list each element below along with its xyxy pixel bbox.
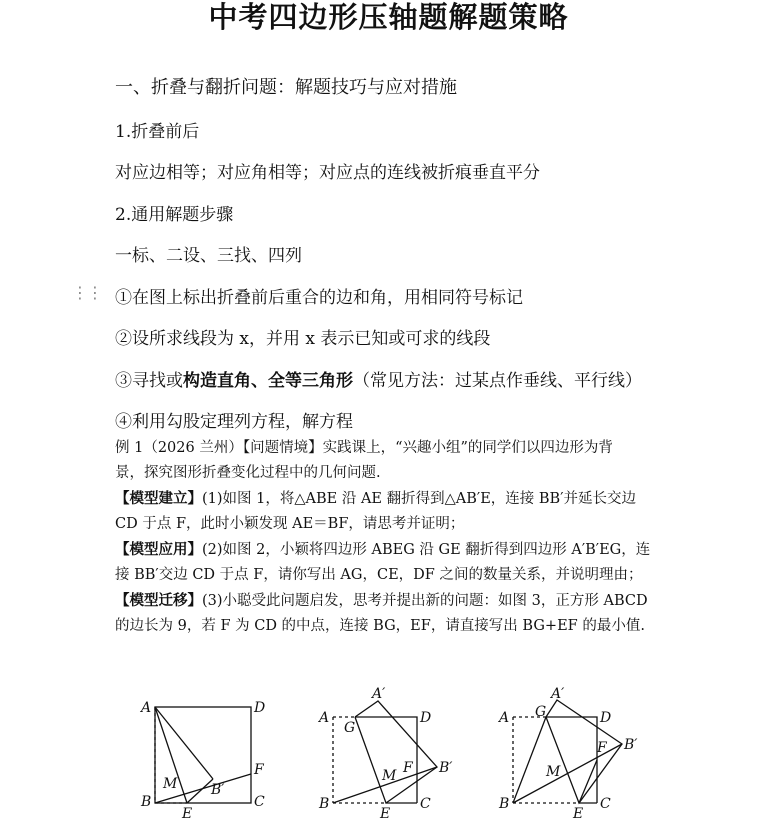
step-2: ②设所求线段为 x，并用 x 表示已知或可求的线段 [115, 329, 491, 349]
fig1-AB-prime [155, 707, 213, 779]
fig1-label-E: E [182, 806, 193, 822]
fig1-label-M: M [163, 776, 178, 792]
fig3-label-D: D [600, 710, 612, 726]
example-line-7-text: (3)小聪受此问题启发，思考并提出新的问题：如图 3，正方形 ABCD [202, 593, 648, 609]
fig3-BG [513, 717, 546, 803]
example-line-4: CD 于点 F，此时小颖发现 AE＝BF，请思考并证明； [115, 516, 465, 532]
fig3-label-C: C [600, 796, 611, 812]
fig1-label-A: A [141, 700, 152, 716]
example-line-8: 的边长为 9，若 F 为 CD 的中点，连接 BG，EF，请直接写出 BG+EF 的最小值. [115, 618, 645, 634]
fig3-label-G: G [535, 704, 547, 720]
fig3-label-F: F [597, 740, 607, 756]
example-line-5 [115, 537, 675, 563]
step-3 [115, 366, 642, 391]
fig2-label-M: M [382, 768, 397, 784]
steps-summary: 一标、二设、三找、四列 [115, 246, 302, 266]
drag-handle-icon[interactable]: ⋮⋮ [72, 283, 102, 302]
fig1-label-C: C [254, 794, 265, 810]
fig3-label-Bp: B′ [624, 737, 638, 753]
fig2-label-F: F [403, 760, 413, 776]
fig3-label-A: A [499, 710, 510, 726]
step-3-bold: 构造直角、全等三角形 [183, 371, 353, 391]
fig1-EB-prime [187, 779, 213, 803]
example-line-5-text: (2)如图 2，小颖将四边形 ABEG 沿 GE 翻折得到四边形 A′B′EG，连 [202, 542, 651, 558]
subsection-title-1: 1.折叠前后 [115, 122, 200, 142]
fig2-label-A: A [319, 710, 330, 726]
example-line-3-text: (1)如图 1，将△ABE 沿 AE 翻折得到△AB′E，连接 BB′并延长交边 [202, 491, 636, 507]
fig3-square-solid [546, 717, 597, 803]
fig3-label-E: E [573, 806, 584, 822]
fig2-label-B: B [319, 796, 330, 812]
step-4: ④利用勾股定理列方程，解方程 [115, 412, 353, 432]
fig1-label-B: B [141, 794, 152, 810]
example-problem [115, 436, 675, 639]
fig3-label-B: B [499, 796, 510, 812]
fig2-label-Ap: A′ [372, 686, 386, 702]
fig3-label-Ap: A′ [551, 686, 565, 702]
fig2-label-C: C [420, 796, 431, 812]
step-3-pre: ③寻找或 [115, 371, 183, 391]
section-heading: 一、折叠与翻折问题：解题技巧与应对措施 [115, 77, 457, 98]
model-transfer-tag: 【模型迁移】 [115, 592, 202, 609]
fig2-label-D: D [420, 710, 432, 726]
step-3-post: （常见方法：过某点作垂线、平行线） [353, 371, 642, 391]
folding-properties: 对应边相等；对应角相等；对应点的连线被折痕垂直平分 [115, 163, 540, 183]
example-line-6: 接 BB′交边 CD 于点 F，请你写出 AG，CE，DF 之间的数量关系，并说明理由； [115, 567, 643, 583]
model-apply-tag: 【模型应用】 [115, 541, 202, 558]
step-1: ①在图上标出折叠前后重合的边和角，用相同符号标记 [115, 288, 523, 308]
fig2-label-E: E [380, 806, 391, 822]
page-title: 中考四边形压轴题解题策略 [208, 0, 569, 34]
fig2-label-G: G [344, 720, 356, 736]
example-line-1: 例 1（2026 兰州）【问题情境】实践课上，“兴趣小组”的同学们以四边形为背 [115, 440, 613, 456]
example-line-2: 景，探究图形折叠变化过程中的几何问题. [115, 465, 381, 481]
fig1-label-F: F [254, 762, 264, 778]
subsection-title-2: 2.通用解题步骤 [115, 205, 234, 225]
model-build-tag: 【模型建立】 [115, 490, 202, 507]
example-line-3 [115, 486, 675, 512]
example-line-7 [115, 588, 675, 614]
fig1-label-D: D [254, 700, 266, 716]
figures [130, 682, 650, 822]
fig3-label-M: M [546, 764, 561, 780]
fig2-label-Bp: B′ [439, 760, 453, 776]
fig1-label-Bp: B′ [211, 782, 225, 798]
